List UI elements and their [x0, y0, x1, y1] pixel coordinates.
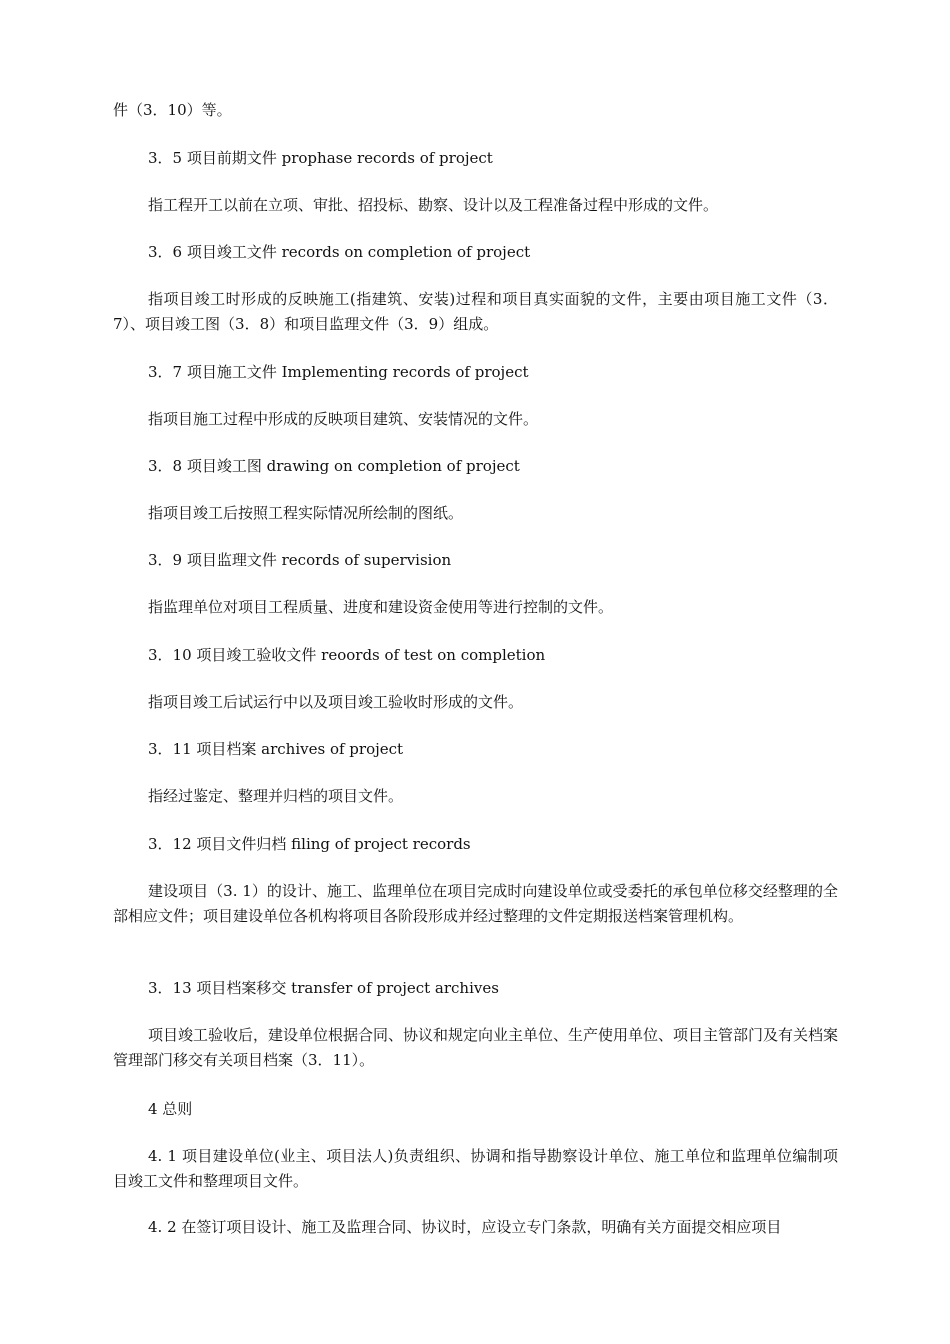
section-heading-3-6: 3．6 项目竣工文件 records on completion of project	[148, 243, 531, 261]
section-heading-4: 4 总则	[148, 1100, 193, 1118]
definition-3-9: 指监理单位对项目工程质量、进度和建设资金使用等进行控制的文件。	[148, 598, 614, 616]
section-heading-3-13: 3．13 项目档案移交 transfer of project archives	[148, 979, 499, 997]
section-heading-3-7: 3．7 项目施工文件 Implementing records of project	[148, 363, 529, 381]
definition-3-13: 项目竣工验收后，建设单位根据合同、协议和规定向业主单位、生产使用单位、项目主管部门及有关档案管理部门移交有关项目档案（3．11）。	[113, 1026, 839, 1069]
definition-3-11: 指经过鉴定、整理并归档的项目文件。	[148, 787, 404, 805]
definition-3-6: 指项目竣工时形成的反映施工(指建筑、安装)过程和项目真实面貌的文件，主要由项目施工文件（3．7）、项目竣工图（3．8）和项目监理文件（3．9）组成。	[113, 290, 838, 333]
definition-3-7: 指项目施工过程中形成的反映项目建筑、安装情况的文件。	[148, 410, 539, 428]
section-heading-3-11: 3．11 项目档案 archives of project	[148, 740, 404, 758]
clause-4-1: 4. 1 项目建设单位(业主、项目法人)负责组织、协调和指导勘察设计单位、施工单位和监理单位编制项目竣工文件和整理项目文件。	[113, 1147, 838, 1190]
definition-3-5: 指工程开工以前在立项、审批、招投标、勘察、设计以及工程准备过程中形成的文件。	[148, 196, 719, 214]
section-heading-3-8: 3．8 项目竣工图 drawing on completion of project	[148, 457, 520, 475]
continuation-line: 件（3．10）等。	[113, 101, 232, 119]
definition-3-8: 指项目竣工后按照工程实际情况所绘制的图纸。	[148, 504, 464, 522]
section-heading-3-10: 3．10 项目竣工验收文件 reoords of test on completion	[148, 646, 546, 664]
section-heading-3-12: 3．12 项目文件归档 filing of project records	[148, 835, 471, 853]
section-heading-3-9: 3．9 项目监理文件 records of supervision	[148, 551, 452, 569]
section-heading-3-5: 3．5 项目前期文件 prophase records of project	[148, 149, 493, 167]
clause-4-2: 4. 2 在签订项目设计、施工及监理合同、协议时，应设立专门条款，明确有关方面提交相应项目	[148, 1218, 782, 1236]
definition-3-12: 建设项目（3. 1）的设计、施工、监理单位在项目完成时向建设单位或受委托的承包单位移交经整理的全部相应文件；项目建设单位各机构将项目各阶段形成并经过整理的文件定期报送档案管理机构。	[113, 882, 838, 925]
definition-3-10: 指项目竣工后试运行中以及项目竣工验收时形成的文件。	[148, 693, 524, 711]
